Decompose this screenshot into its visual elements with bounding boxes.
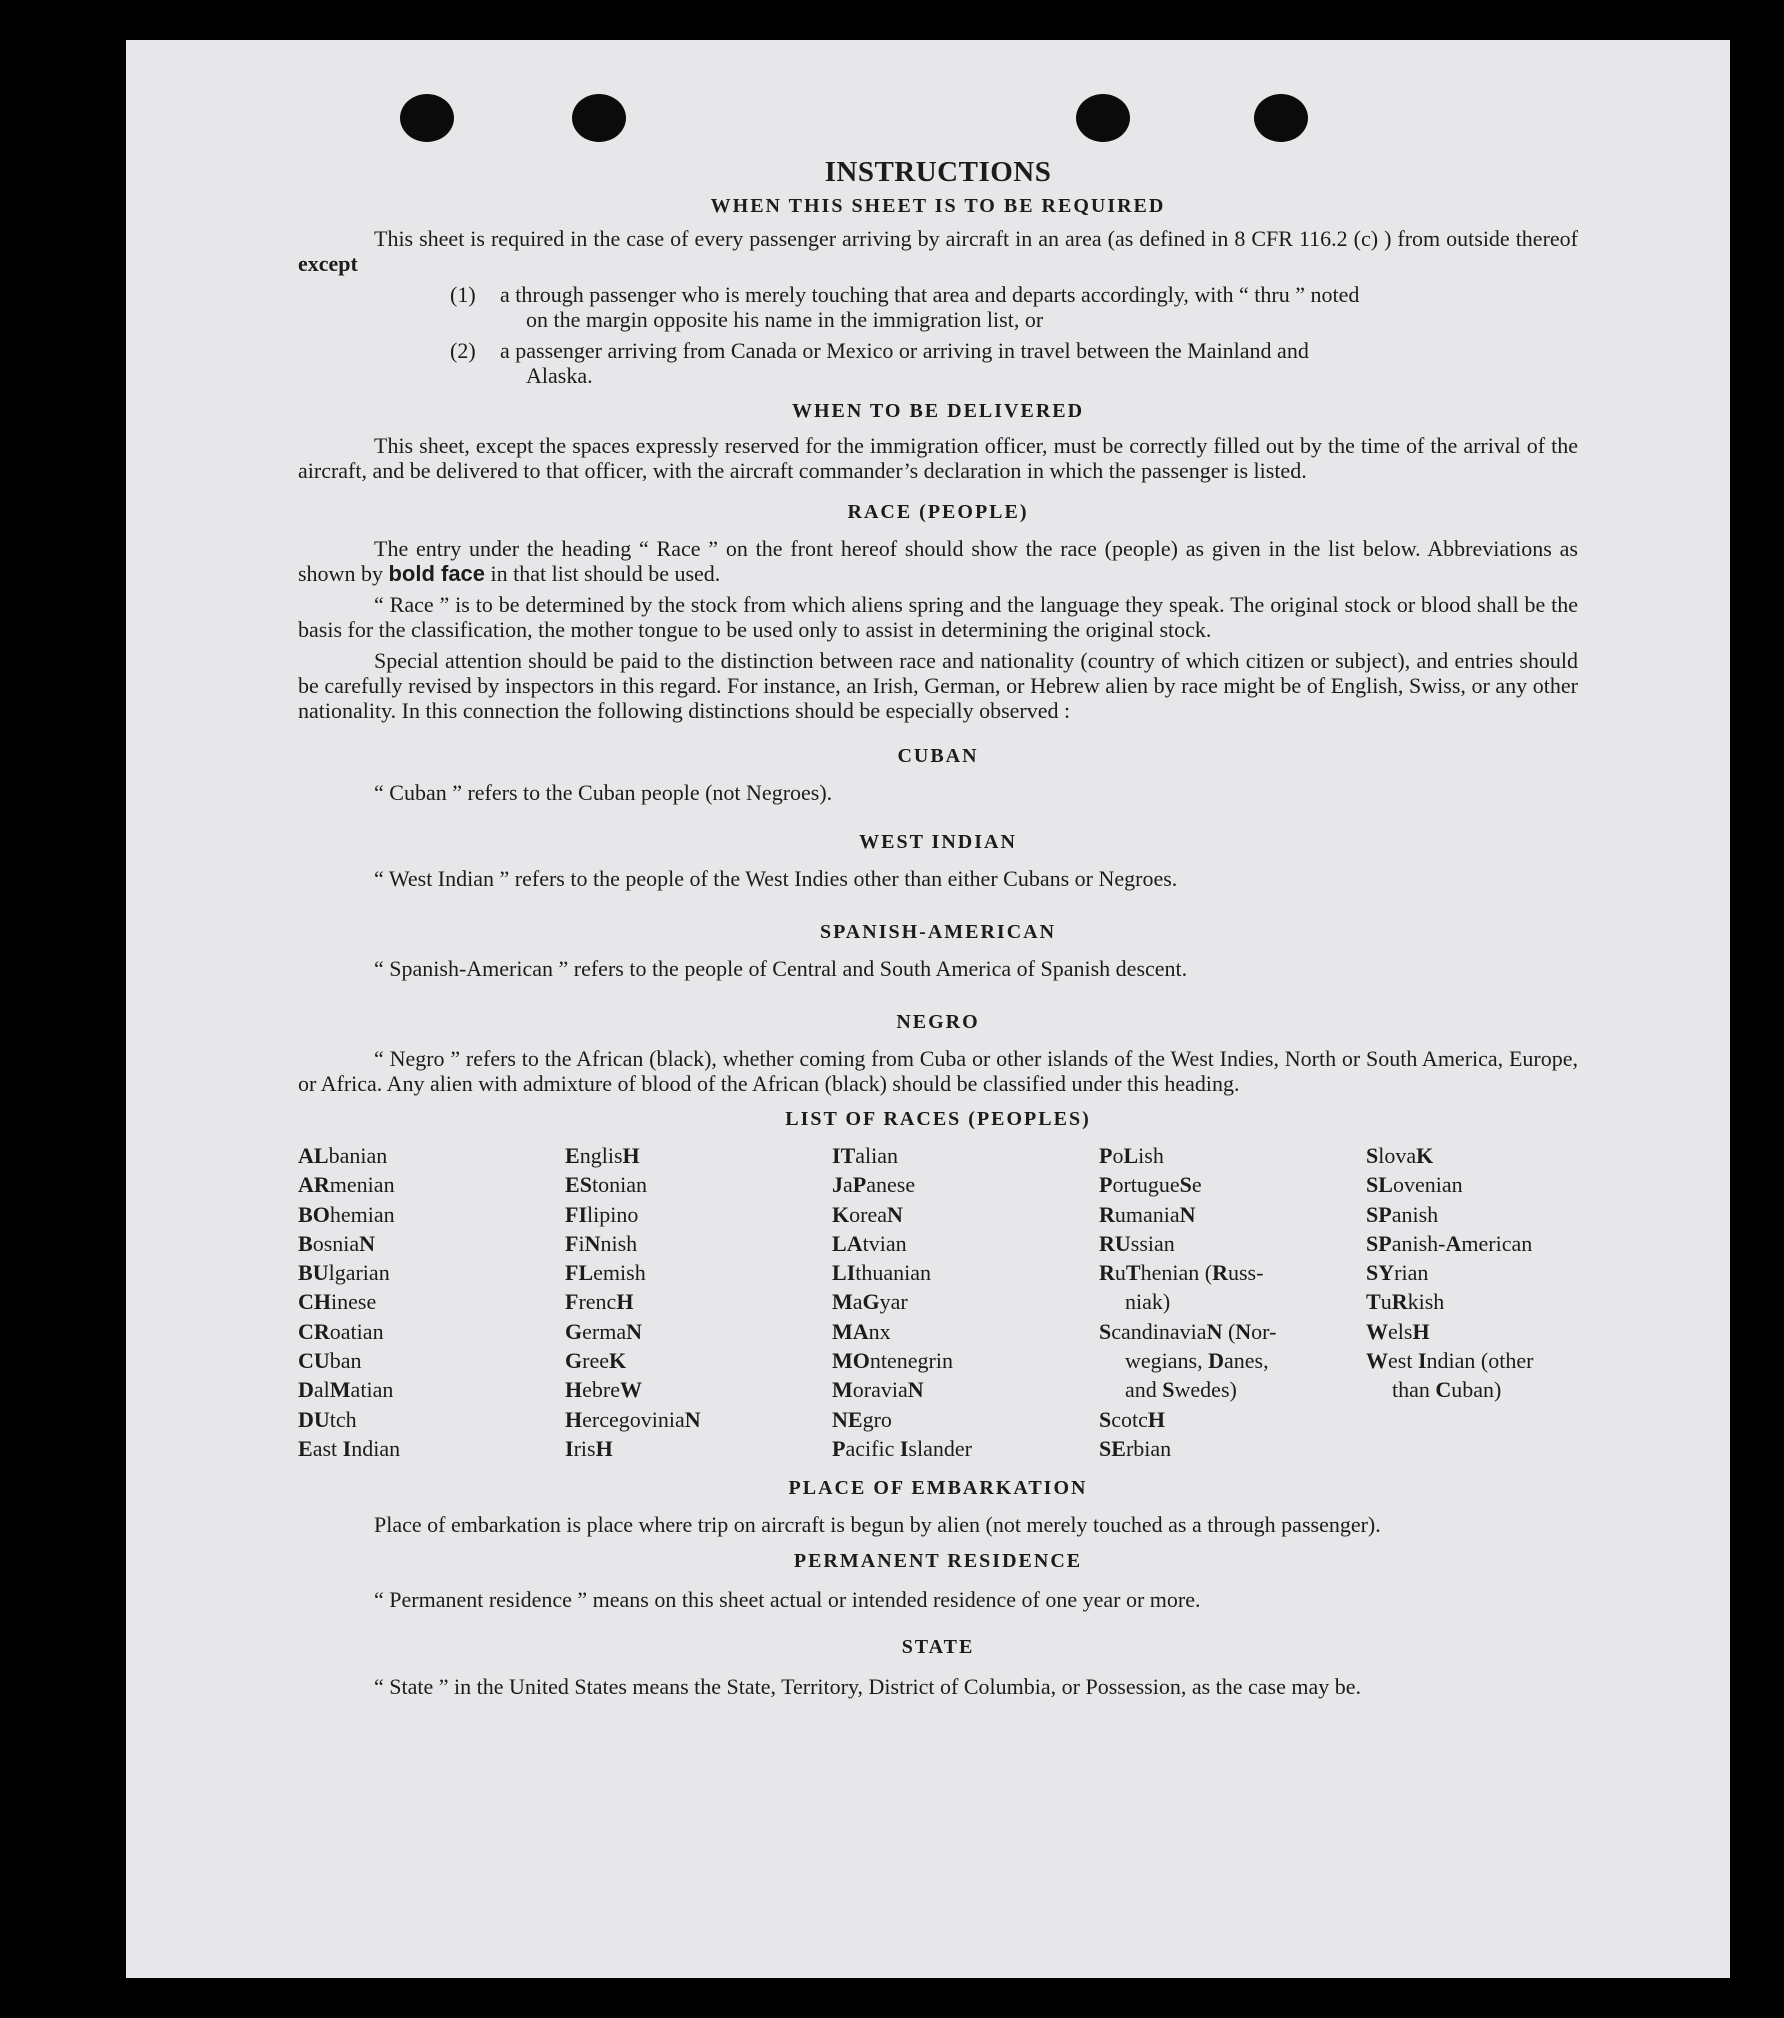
race-entry: DalMatian bbox=[298, 1377, 394, 1403]
race-entry: Pacific Islander bbox=[832, 1435, 972, 1461]
negro-text: “ Negro ” refers to the African (black), whether coming from Cuba or other islands of the West Indies, North or South America, Europe, or Africa. Any alien with admixture of blood of the African (black) should be classified under this heading. bbox=[298, 1046, 1578, 1096]
section-heading-list-of-races: LIST OF RACES (PEOPLES) bbox=[785, 1108, 1091, 1130]
race-entry: ITalian bbox=[832, 1143, 899, 1168]
section-heading-state: STATE bbox=[901, 1636, 975, 1659]
race-entry: SPanish-American bbox=[1366, 1230, 1533, 1256]
race-entry: ARmenian bbox=[298, 1172, 395, 1198]
races-column bbox=[1099, 1141, 1366, 1463]
race-entry: FIlipino bbox=[565, 1201, 639, 1227]
race-entry: KoreaN bbox=[832, 1201, 903, 1227]
race-entry: MOntenegrin bbox=[832, 1348, 953, 1374]
race-entry: East Indian bbox=[298, 1435, 401, 1461]
race-entry: NEgro bbox=[832, 1406, 892, 1432]
cuban-text: “ Cuban ” refers to the Cuban people (not Negroes). bbox=[374, 780, 833, 805]
race-entry: EnglisH bbox=[565, 1143, 640, 1168]
race-entry: BosniaN bbox=[298, 1230, 376, 1256]
race-entry: West Indian (other than Cuban) bbox=[1366, 1348, 1534, 1403]
race-entry: SErbian bbox=[1099, 1435, 1172, 1461]
race-entry: IrisH bbox=[565, 1435, 613, 1461]
section-heading-cuban: CUBAN bbox=[897, 745, 979, 767]
section-heading-required: WHEN THIS SHEET IS TO BE REQUIRED bbox=[710, 195, 1166, 217]
section-heading-spanish-american: SPANISH-AMERICAN bbox=[819, 921, 1057, 943]
race-entry: ScandinaviaN (Nor- wegians, Danes, and Swedes) bbox=[1099, 1318, 1277, 1403]
section-heading-delivered: WHEN TO BE DELIVERED bbox=[791, 400, 1085, 422]
races-column bbox=[1366, 1141, 1578, 1463]
race-entry: ALbanian bbox=[298, 1143, 388, 1168]
race-entry: RumaniaN bbox=[1099, 1201, 1196, 1227]
race-paragraph-1: The entry under the heading “ Race ” on the front hereof should show the race (people) as given in the list below. Abbreviations as shown by bold face in that list should be used. bbox=[298, 536, 1578, 586]
section-heading-west-indian: WEST INDIAN bbox=[859, 831, 1017, 853]
race-entry: JaPanese bbox=[832, 1172, 916, 1198]
race-entry: GermaN bbox=[565, 1318, 642, 1344]
race-entry: MaGyar bbox=[832, 1289, 908, 1315]
embarkation-text: Place of embarkation is place where trip on aircraft is begun by alien (not merely touched as a through passenger). bbox=[374, 1512, 1381, 1538]
race-entry: CUban bbox=[298, 1348, 362, 1374]
section-heading-residence: PERMANENT RESIDENCE bbox=[793, 1550, 1083, 1573]
race-entry: FLemish bbox=[565, 1260, 646, 1286]
race-entry: WelsH bbox=[1366, 1318, 1430, 1344]
race-entry: CRoatian bbox=[298, 1318, 384, 1344]
race-entry: EStonian bbox=[565, 1172, 647, 1198]
race-paragraph-2: “ Race ” is to be determined by the stock from which aliens spring and the language they speak. The original stock or blood shall be the basis for the classification, the mother tongue to be used only to assist in determining the original stock. bbox=[298, 592, 1578, 642]
required-item-2: (2) a passenger arriving from Canada or Mexico or arriving in travel between the Mainland and Alaska. bbox=[450, 338, 1309, 388]
race-entry: SPanish bbox=[1366, 1201, 1439, 1227]
race-entry: LIthuanian bbox=[832, 1260, 932, 1286]
delivered-text: This sheet, except the spaces expressly reserved for the immigration officer, must be correctly filled out by the time of the arrival of the aircraft, and be delivered to that officer, with the aircraft commander’s declaration in which the passenger is listed. bbox=[298, 433, 1578, 483]
races-column bbox=[565, 1141, 832, 1463]
race-entry: FiNnish bbox=[565, 1230, 638, 1256]
required-intro: This sheet is required in the case of every passenger arriving by aircraft in an area (as defined in 8 CFR 116.2 (c) ) from outside thereof except bbox=[298, 226, 1578, 276]
race-entry: DUtch bbox=[298, 1406, 357, 1432]
race-entry: MAnx bbox=[832, 1318, 891, 1344]
state-text: “ State ” in the United States means the State, Territory, District of Columbia, or Possession, as the case may be. bbox=[374, 1674, 1362, 1700]
race-entry: ScotcH bbox=[1099, 1406, 1166, 1432]
required-item-1: (1) a through passenger who is merely touching that area and departs accordingly, with “ thru ” noted on the margin opposite his name in the immigration list, or bbox=[450, 282, 1360, 332]
page-title: INSTRUCTIONS bbox=[824, 156, 1052, 188]
race-entry: MoraviaN bbox=[832, 1377, 924, 1403]
section-heading-race: RACE (PEOPLE) bbox=[847, 501, 1029, 523]
race-entry: RUssian bbox=[1099, 1230, 1175, 1256]
race-entry: BOhemian bbox=[298, 1201, 395, 1227]
race-entry: PortugueSe bbox=[1099, 1172, 1202, 1198]
races-column bbox=[298, 1141, 565, 1463]
west-indian-text: “ West Indian ” refers to the people of the West Indies other than either Cubans or Negroes. bbox=[374, 866, 1178, 891]
race-entry: HercegoviniaN bbox=[565, 1406, 701, 1432]
races-list bbox=[298, 1141, 1578, 1463]
race-entry: SlovaK bbox=[1366, 1143, 1434, 1168]
race-entry: TuRkish bbox=[1366, 1289, 1445, 1315]
race-entry: LAtvian bbox=[832, 1230, 907, 1256]
race-entry: PoLish bbox=[1099, 1143, 1164, 1168]
instructions-content bbox=[298, 120, 1578, 1702]
race-entry: FrencH bbox=[565, 1289, 634, 1315]
race-entry: HebreW bbox=[565, 1377, 642, 1403]
residence-text: “ Permanent residence ” means on this sheet actual or intended residence of one year or more. bbox=[374, 1587, 1201, 1613]
race-entry: BUlgarian bbox=[298, 1260, 390, 1286]
race-entry: SLovenian bbox=[1366, 1172, 1463, 1198]
race-entry: CHinese bbox=[298, 1289, 377, 1315]
race-entry: GreeK bbox=[565, 1348, 627, 1374]
race-entry: RuThenian (Russ- niak) bbox=[1099, 1260, 1264, 1315]
races-column bbox=[832, 1141, 1099, 1463]
race-paragraph-3: Special attention should be paid to the distinction between race and nationality (country of which citizen or subject), and entries should be carefully revised by inspectors in this regard. For instance, an Irish, German, or Hebrew alien by race might be of English, Swiss, or any other nationality. In this connection the following distinctions should be especially observed : bbox=[298, 648, 1578, 723]
section-heading-negro: NEGRO bbox=[896, 1011, 980, 1033]
race-entry: SYrian bbox=[1366, 1260, 1429, 1286]
spanish-american-text: “ Spanish-American ” refers to the people of Central and South America of Spanish descent. bbox=[374, 956, 1188, 981]
section-heading-embarkation: PLACE OF EMBARKATION bbox=[788, 1477, 1088, 1500]
